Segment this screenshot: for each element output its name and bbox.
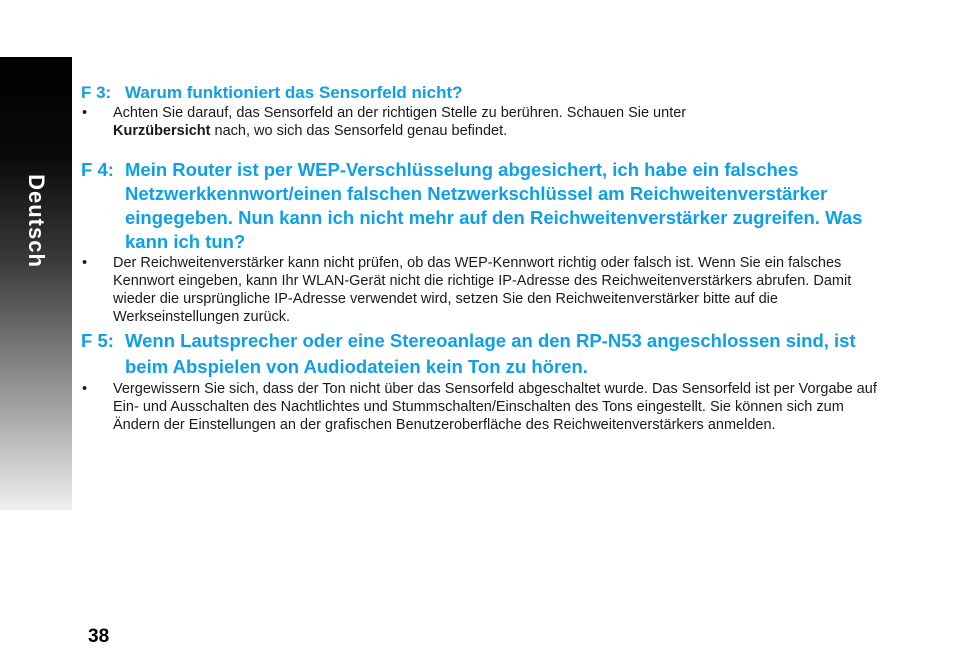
language-tab — [0, 57, 72, 510]
answer-text — [113, 104, 881, 140]
answer-text: Der Reichweitenverstärker kann nicht prüfen, ob das WEP-Kennwort richtig oder falsch ist. Wenn Sie ein falsches Kennwort eingeben, kann Ihr WLAN-Gerät nicht die richtige IP-Adresse des Reichweitenverstärkers abrufen. Damit wieder die ursprüngliche IP-Adresse verwendet wird, setzen Sie den Reichweitenverstärker bitte auf die Werkseinstellungen zurück. — [113, 255, 852, 325]
question-text: Mein Router ist per WEP-Verschlüsselung abgesichert, ich habe ein falsches Netzwerkkennwort/einen falschen Netzwerkschlüssel am Reichweitenverstärker eingegeben. Nun kann ich nicht mehr auf den Reichweitenverstärker zugreifen. Was kann ich tun? — [125, 159, 863, 252]
answer-text-part2: nach, wo sich das Sensorfeld genau befindet. — [210, 123, 508, 139]
faq-section — [81, 82, 881, 434]
bullet-icon: • — [82, 381, 88, 397]
question-text: Warum funktioniert das Sensorfeld nicht? — [125, 83, 463, 102]
faq-question-4 — [81, 158, 881, 254]
bullet-icon: • — [82, 105, 88, 121]
bullet-icon: • — [82, 255, 88, 271]
answer-text-part1: Achten Sie darauf, das Sensorfeld an der richtigen Stelle zu berühren. Schauen Sie unter — [113, 105, 687, 121]
answer-text: Vergewissern Sie sich, dass der Ton nicht über das Sensorfeld abgeschaltet wurde. Das Sensorfeld ist per Vorgabe auf Ein- und Ausschalten des Nachtlichtes und Stummschalten/Einschalten des Tons eingestellt. Sie können sich zum Ändern der Einstellungen an der grafischen Benutzeroberfläche des Reichweitenverstärkers anmelden. — [113, 381, 877, 433]
faq-answer-3 — [81, 104, 881, 140]
question-number: F 4: — [81, 159, 114, 180]
question-text: Wenn Lautsprecher oder eine Stereoanlage an den RP-N53 angeschlossen sind, ist beim Abspielen von Audiodateien kein Ton zu hören. — [125, 330, 856, 377]
answer-bold-term: Kurzübersicht — [113, 123, 211, 139]
language-label: Deutsch — [24, 174, 49, 268]
faq-answer-5 — [81, 380, 881, 434]
page-number: 38 — [88, 626, 110, 647]
question-number: F 3: — [81, 83, 112, 102]
question-number: F 5: — [81, 330, 114, 351]
faq-question-3 — [81, 82, 881, 104]
faq-answer-4 — [81, 254, 881, 326]
faq-question-5 — [81, 328, 881, 380]
